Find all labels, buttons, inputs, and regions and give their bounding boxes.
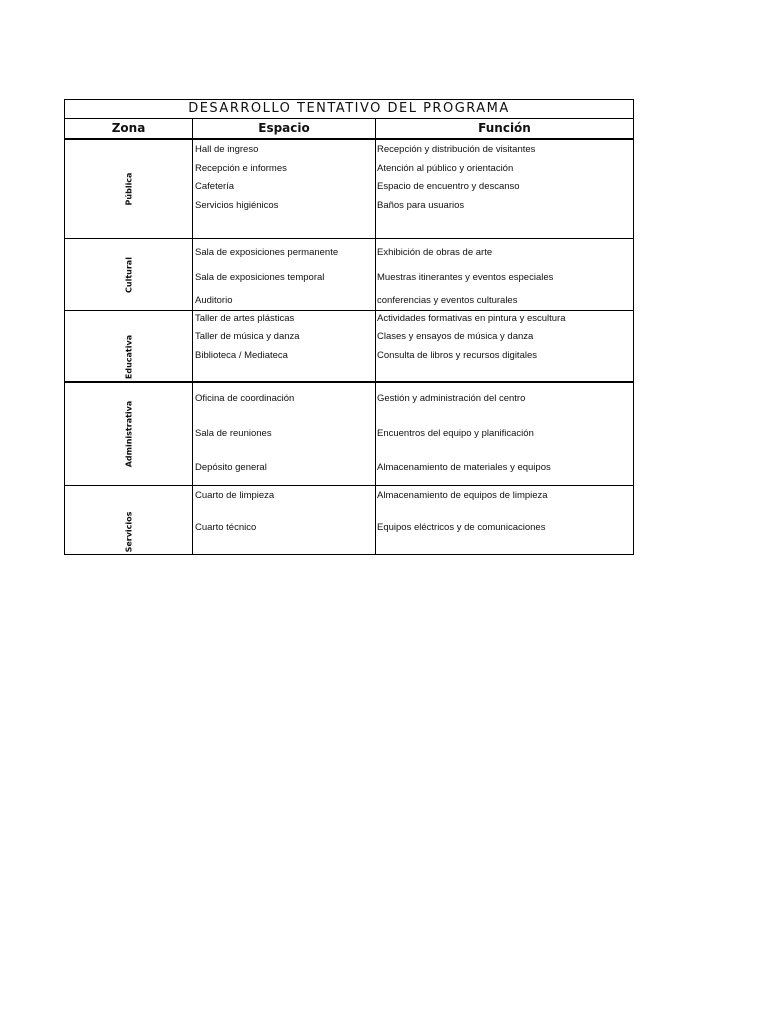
zone-cell (65, 140, 193, 238)
espacio-cell: Taller de artes plásticas (195, 313, 295, 324)
header-espacio: Espacio (193, 119, 376, 138)
funcion-cell: Atención al público y orientación (377, 163, 514, 174)
espacio-cell: Cafetería (195, 181, 235, 192)
zone-cultural (65, 238, 633, 310)
program-table (64, 99, 634, 555)
espacio-cell: Cuarto de limpieza (195, 490, 275, 501)
zone-publica (65, 140, 633, 238)
espacio-cell: Depósito general (195, 462, 267, 473)
funcion-cell: conferencias y eventos culturales (377, 295, 518, 306)
zone-label: Servicios (124, 511, 133, 553)
funcion-cell: Encuentros del equipo y planificación (377, 428, 534, 439)
funcion-cell: Espacio de encuentro y descanso (377, 181, 520, 192)
zone-cell (65, 311, 193, 381)
funcion-cell: Gestión y administración del centro (377, 393, 526, 404)
funcion-cell: Clases y ensayos de música y danza (377, 331, 534, 342)
espacio-cell: Sala de reuniones (195, 428, 272, 439)
table-header (65, 119, 633, 140)
header-funcion: Función (478, 121, 531, 135)
funcion-cell: Almacenamiento de materiales y equipos (377, 462, 551, 473)
espacio-cell: Biblioteca / Mediateca (195, 350, 288, 361)
espacio-cell: Taller de música y danza (195, 331, 300, 342)
zone-label: Administrativa (124, 400, 133, 468)
espacio-column (193, 239, 376, 310)
espacio-column (193, 140, 376, 238)
espacio-cell: Servicios higiénicos (195, 200, 279, 211)
espacio-cell: Auditorio (195, 295, 233, 306)
funcion-cell: Actividades formativas en pintura y escultura (377, 313, 566, 324)
espacio-column (193, 486, 376, 554)
zone-administrativa (65, 381, 633, 485)
funcion-cell: Consulta de libros y recursos digitales (377, 350, 537, 361)
espacio-column (193, 383, 376, 485)
funcion-cell: Almacenamiento de equipos de limpieza (377, 490, 548, 501)
table-title: DESARROLLO TENTATIVO DEL PROGRAMA (65, 100, 633, 119)
zone-label: Cultural (124, 256, 133, 293)
zone-label: Pública (124, 172, 133, 206)
espacio-cell: Sala de exposiciones permanente (195, 247, 339, 258)
funcion-cell: Muestras itinerantes y eventos especiales (377, 272, 554, 283)
funcion-column (376, 486, 633, 554)
funcion-column (376, 140, 633, 238)
espacio-cell: Hall de ingreso (195, 144, 259, 155)
zone-label: Educativa (124, 334, 133, 379)
funcion-column (376, 239, 633, 310)
funcion-cell: Equipos eléctricos y de comunicaciones (377, 522, 546, 533)
espacio-cell: Recepción e informes (195, 163, 287, 174)
zone-cell (65, 486, 193, 554)
funcion-cell: Exhibición de obras de arte (377, 247, 493, 258)
zone-cell (65, 239, 193, 310)
espacio-cell: Oficina de coordinación (195, 393, 295, 404)
header-zona: Zona (65, 119, 193, 138)
espacio-cell: Sala de exposiciones temporal (195, 272, 325, 283)
funcion-cell: Baños para usuarios (377, 200, 465, 211)
espacio-column (193, 311, 376, 381)
zone-servicios (65, 485, 633, 554)
zone-cell (65, 383, 193, 485)
funcion-cell: Recepción y distribución de visitantes (377, 144, 536, 155)
funcion-column (376, 383, 633, 485)
funcion-column (376, 311, 633, 381)
espacio-cell: Cuarto técnico (195, 522, 257, 533)
zone-educativa (65, 310, 633, 381)
